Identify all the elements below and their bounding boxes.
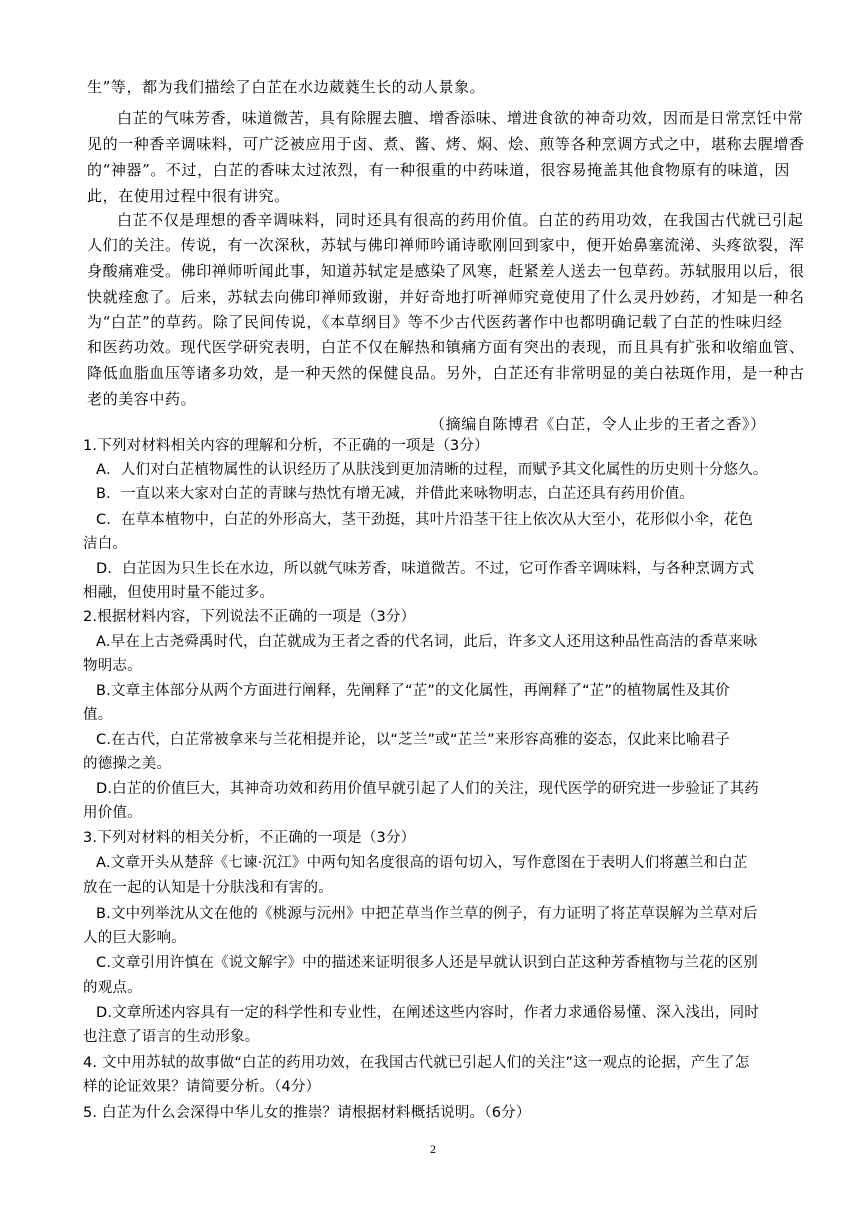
passage-source: （摘编自陈博君《白芷，令人止步的王者之香》） bbox=[430, 415, 766, 433]
question-1-option-d-cont: 相融，但使用时量不能过多。 bbox=[83, 585, 275, 601]
question-2-option-b: B.文章主体部分从两个方面进行阐释，先阐释了“芷”的文化属性，再阐释了“芷”的植物属性及其价 bbox=[96, 683, 730, 699]
question-3-option-c-cont: 的观点。 bbox=[83, 980, 142, 996]
passage-line: 快就痊愈了。后来，苏轼去向佛印禅师致谢，并好奇地打听禅师究竟使用了什么灵丹妙药，才知是一种名 bbox=[87, 288, 805, 306]
question-2-option-d: D.白芷的价值巨大，其神奇功效和药用价值早就引起了人们的关注，现代医学的研究进一步验证了其药 bbox=[96, 781, 759, 797]
passage-line: 降低血脂血压等诸多功效，是一种天然的保健良品。另外，白芷还有非常明显的美白祛斑作用，是一种古 bbox=[87, 364, 805, 382]
passage-line: 白芷不仅是理想的香辛调味料，同时还具有很高的药用价值。白芷的药用功效，在我国古代就已引起 bbox=[117, 211, 804, 229]
question-3-option-a-cont: 放在一起的认知是十分肤浅和有害的。 bbox=[83, 880, 333, 896]
question-1-option-a: A．人们对白芷植物属性的认识经历了从肤浅到更加清晰的过程，而赋予其文化属性的历史则十分悠久。 bbox=[96, 462, 768, 478]
question-2-option-c-cont: 的德操之美。 bbox=[83, 756, 172, 772]
question-3-option-b-cont: 人的巨大影响。 bbox=[83, 930, 186, 946]
question-1-stem: 1.下列对材料相关内容的理解和分析，不正确的一项是（3分） bbox=[83, 438, 489, 454]
question-3-option-b: B.文中列举沈从文在他的《桃源与沅州》中把芷草当作兰草的例子，有力证明了将芷草误解为兰草对后 bbox=[96, 906, 758, 922]
question-4-stem-cont: 样的论证效果？请简要分析。（4分） bbox=[83, 1079, 321, 1095]
question-1-option-b: B．一直以来大家对白芷的青睐与热忱有增无减，并借此来咏物明志，白芷还具有药用价值。 bbox=[96, 486, 695, 502]
question-1-option-d: D．白芷因为只生长在水边，所以就气味芳香，味道微苦。不过，它可作香辛调味料，与各种烹调方式 bbox=[96, 561, 755, 577]
page-number: 2 bbox=[430, 1142, 436, 1156]
question-3-stem: 3.下列对材料的相关分析，不正确的一项是（3分） bbox=[83, 830, 416, 846]
passage-line: 和医药功效。现代医学研究表明，白芷不仅在解热和镇痛方面有突出的表现，而且具有扩张和收缩血管、 bbox=[87, 338, 805, 356]
question-2-option-a: A.早在上古尧舜禹时代，白芷就成为王者之香的代名词，此后，许多文人还用这种品性高洁的香草来咏 bbox=[96, 634, 758, 650]
question-3-option-a: A.文章开头从楚辞《七谏·沉江》中两句知名度很高的语句切入，写作意图在于表明人们将蕙兰和白芷 bbox=[96, 855, 748, 871]
question-3-option-c: C.文章引用许慎在《说文解字》中的描述来证明很多人还是早就认识到白芷这种芳香植物与兰花的区别 bbox=[96, 955, 758, 971]
passage-line: 见的一种香辛调味料，可广泛被应用于卤、煮、酱、烤、焖、烩、煎等各种烹调方式之中，堪称去腥增香 bbox=[87, 135, 805, 153]
passage-line: 白芷的气味芳香，味道微苦，具有除腥去膻、增香添味、增进食欲的神奇功效，因而是日常烹饪中常 bbox=[117, 109, 804, 127]
passage-line: 人们的关注。传说，有一次深秋，苏轼与佛印禅师吟诵诗歌刚回到家中，便开始鼻塞流涕、头疼欲裂，浑 bbox=[87, 236, 805, 254]
question-5-stem: 5. 白芷为什么会深得中华儿女的推崇？请根据材料概括说明。（6分） bbox=[83, 1105, 531, 1121]
question-2-option-d-cont: 用价值。 bbox=[83, 805, 142, 821]
passage-line: 身酸痛难受。佛印禅师听闻此事，知道苏轼定是感染了风寒，赶紧差人送去一包草药。苏轼服用以后，很 bbox=[87, 262, 805, 280]
passage-line: 的“神器”。不过，白芷的香味太过浓烈，有一种很重的中药味道，很容易掩盖其他食物原有的味道，因 bbox=[87, 161, 790, 179]
passage-line: 老的美容中药。 bbox=[87, 390, 197, 408]
question-2-option-b-cont: 值。 bbox=[83, 707, 113, 723]
passage-line: 此，在使用过程中很有讲究。 bbox=[87, 187, 290, 205]
question-1-option-c-cont: 洁白。 bbox=[83, 536, 128, 552]
passage-line: 为“白芷”的草药。除了民间传说，《本草纲目》等不少古代医药著作中也都明确记载了白芷的性味归经 bbox=[87, 313, 783, 331]
question-2-option-a-cont: 物明志。 bbox=[83, 658, 142, 674]
question-4-stem: 4. 文中用苏轼的故事做“白芷的药用功效，在我国古代就已引起人们的关注”这一观点的论据，产生了怎 bbox=[83, 1055, 750, 1071]
question-3-option-d-cont: 也注意了语言的生动形象。 bbox=[83, 1029, 260, 1045]
question-2-option-c: C.在古代，白芷常被拿来与兰花相提并论，以“芝兰”或“芷兰”来形容高雅的姿态，仅此来比喻君子 bbox=[96, 732, 730, 748]
passage-line: 生”等，都为我们描绘了白芷在水边葳蕤生长的动人景象。 bbox=[87, 78, 486, 96]
question-3-option-d: D.文章所述内容具有一定的科学性和专业性，在阐述这些内容时，作者力求通俗易懂、深入浅出，同时 bbox=[96, 1005, 759, 1021]
question-1-option-c: C．在草本植物中，白芷的外形高大，茎干劲挺，其叶片沿茎干往上依次从大至小，花形似小伞，花色 bbox=[96, 512, 754, 528]
question-2-stem: 2.根据材料内容，下列说法不正确的一项是（3分） bbox=[83, 609, 416, 625]
